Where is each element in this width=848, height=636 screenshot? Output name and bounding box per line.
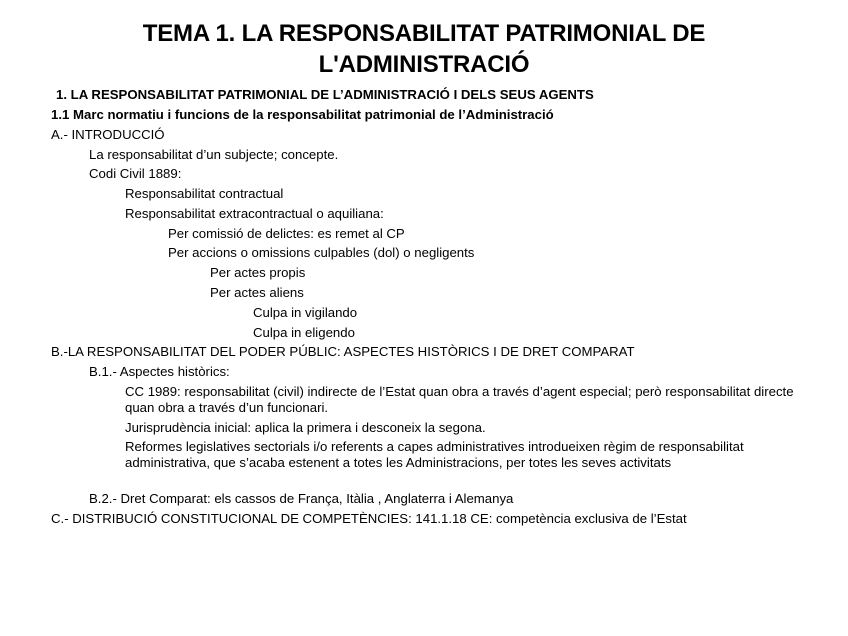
slide-title: TEMA 1. LA RESPONSABILITAT PATRIMONIAL DE L'ADMINISTRACIÓ bbox=[142, 20, 706, 78]
heading-c-competencies: C.- DISTRIBUCIÓ CONSTITUCIONAL DE COMPETÈNCIES: 141.1.18 CE: competència exclusiva de l’Estat bbox=[51, 511, 687, 526]
item-concepte: La responsabilitat d’un subjecte; concepte. bbox=[89, 147, 339, 162]
heading-b2-dret-comparat: B.2.- Dret Comparat: els cassos de França, Itàlia , Anglaterra i Alemanya bbox=[89, 491, 514, 506]
item-codi-civil: Codi Civil 1889: bbox=[89, 166, 182, 181]
item-jurisprudencia: Jurisprudència inicial: aplica la primera i desconeix la segona. bbox=[125, 420, 486, 435]
item-reformes: Reformes legislatives sectorials i/o referents a capes administratives introdueixen règim de responsabilitat administrativa, que s’acaba estenent a totes les Administracions, per totes les seves activitats bbox=[125, 439, 744, 470]
heading-b-poder-public: B.-LA RESPONSABILITAT DEL PODER PÚBLIC: ASPECTES HISTÒRICS I DE DRET COMPARAT bbox=[51, 344, 635, 359]
subsection-heading-1-1: 1.1 Marc normatiu i funcions de la responsabilitat patrimonial de l’Administració bbox=[51, 107, 554, 122]
item-resp-extracontractual: Responsabilitat extracontractual o aquiliana: bbox=[125, 206, 384, 221]
item-culpa-eligendo: Culpa in eligendo bbox=[253, 325, 355, 340]
item-cc-1989: CC 1989: responsabilitat (civil) indirecte de l’Estat quan obra a través d’agent especial; però responsabilitat directe quan obra a través d’un funcionari. bbox=[125, 384, 794, 415]
item-culpa-vigilando: Culpa in vigilando bbox=[253, 305, 358, 320]
item-accions-omissions: Per accions o omissions culpables (dol) o negligents bbox=[168, 245, 475, 260]
item-comissio-delictes: Per comissió de delictes: es remet al CP bbox=[168, 226, 405, 241]
section-heading-1: 1. LA RESPONSABILITAT PATRIMONIAL DE L’ADMINISTRACIÓ I DELS SEUS AGENTS bbox=[56, 87, 594, 102]
item-resp-contractual: Responsabilitat contractual bbox=[125, 186, 284, 201]
item-actes-propis: Per actes propis bbox=[210, 265, 306, 280]
item-actes-aliens: Per actes aliens bbox=[210, 285, 304, 300]
heading-b1-aspectes: B.1.- Aspectes històrics: bbox=[89, 364, 230, 379]
heading-a-introduccio: A.- INTRODUCCIÓ bbox=[51, 127, 165, 142]
